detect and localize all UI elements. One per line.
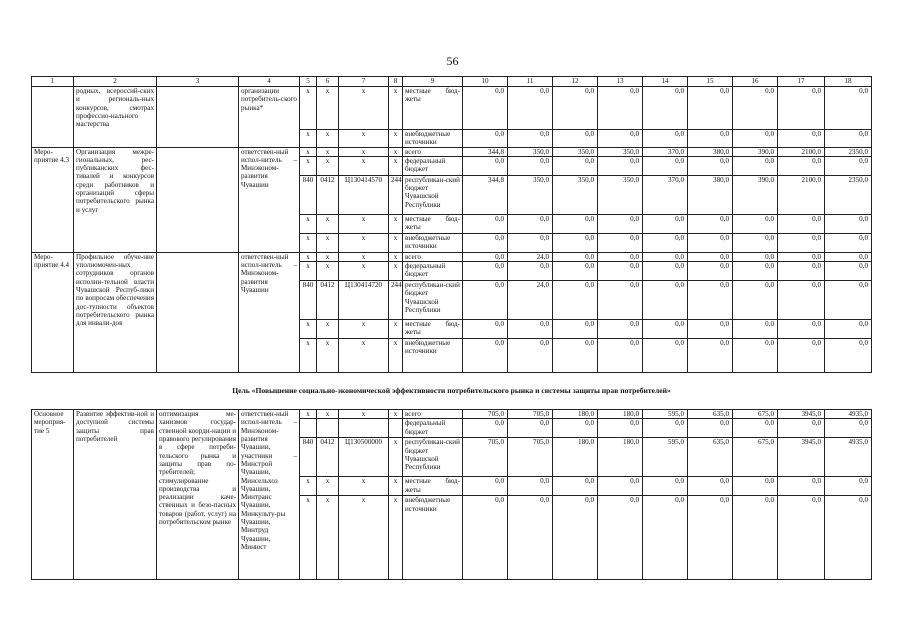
activity-task [157,252,239,372]
funding-amount: 0,0 [643,214,688,233]
funding-amount: 0,0 [733,130,778,148]
column-number: 5 [300,77,317,87]
funding-amount: 24,0 [508,281,553,320]
funding-amount: 0,0 [825,339,872,373]
funding-amount: 0,0 [778,252,825,261]
budget-code-cell: 244 [389,175,403,214]
funding-amount: 0,0 [508,262,553,281]
funding-amount: 0,0 [553,233,598,252]
funding-amount: 0,0 [778,87,825,130]
budget-code-cell: х [389,147,403,156]
funding-amount: 0,0 [463,419,508,438]
column-number: 14 [643,77,688,87]
column-number: 16 [733,77,778,87]
activity-executor: ответствен-ный испол-нитель – Минэконом-развития Чувашии [239,147,300,252]
budget-code-cell: х [389,496,403,580]
activity-executor: ответствен-ный испол-нитель – Минэконом-развития Чувашии [239,252,300,372]
funding-amount: 705,0 [508,438,553,477]
funding-amount: 0,0 [778,496,825,580]
funding-amount: 675,0 [733,438,778,477]
funding-amount: 0,0 [463,477,508,496]
funding-amount: 350,0 [553,175,598,214]
funding-source: республикан-ский бюджет Чувашской Республики [403,438,463,477]
budget-code-cell: х [339,214,389,233]
funding-amount: 0,0 [733,477,778,496]
funding-amount: 0,0 [463,262,508,281]
funding-amount: 0,0 [733,320,778,339]
funding-amount: 370,0 [643,175,688,214]
m5-row [32,410,872,419]
column-number: 15 [688,77,733,87]
funding-amount: 350,0 [598,147,643,156]
funding-amount: 0,0 [553,281,598,320]
funding-source: внебюджетные источники [403,339,463,373]
funding-amount: 0,0 [688,252,733,261]
funding-amount: 0,0 [508,320,553,339]
funding-amount: 635,0 [688,410,733,419]
funding-source: местные бюд-жеты [403,214,463,233]
funding-amount: 0,0 [778,339,825,373]
funding-source: местные бюд-жеты [403,477,463,496]
funding-amount: 0,0 [778,130,825,148]
funding-amount: 3945,0 [778,410,825,419]
funding-amount: 0,0 [508,496,553,580]
funding-amount: 595,0 [643,410,688,419]
funding-amount: 0,0 [598,339,643,373]
funding-amount: 0,0 [598,262,643,281]
funding-amount: 344,8 [463,147,508,156]
budget-code-cell: х [389,339,403,373]
budget-code-cell: х [300,147,317,156]
funding-amount: 0,0 [598,130,643,148]
funding-amount: 0,0 [508,130,553,148]
funding-amount: 0,0 [598,252,643,261]
funding-amount: 0,0 [508,214,553,233]
budget-code-cell: х [317,477,339,496]
goal-heading: Цель «Повышение социально-экономической эффективности потребительского рынка и системы защиты прав потребителей» [32,373,872,410]
funding-amount: 0,0 [508,339,553,373]
column-number: 7 [339,77,389,87]
funding-amount: 0,0 [643,130,688,148]
budget-code-cell: х [389,438,403,477]
funding-source: внебюджетные источники [403,496,463,580]
budget-code-cell: 244 [389,281,403,320]
funding-amount: 0,0 [463,156,508,175]
budget-code-cell: х [317,147,339,156]
funding-amount: 0,0 [733,214,778,233]
budget-code-cell: х [339,477,389,496]
funding-amount: 0,0 [643,87,688,130]
funding-source: внебюджетные источники [403,233,463,252]
budget-code-cell: х [339,252,389,261]
funding-amount: 2350,0 [825,147,872,156]
funding-source: всего [403,147,463,156]
page-number: 56 [446,54,459,68]
funding-amount: 0,0 [553,496,598,580]
funding-amount: 0,0 [508,233,553,252]
funding-amount: 0,0 [598,156,643,175]
budget-code-cell: х [339,87,389,130]
funding-amount: 0,0 [463,87,508,130]
funding-source: местные бюд-жеты [403,320,463,339]
budget-code-cell: х [317,156,339,175]
funding-amount: 0,0 [688,233,733,252]
budget-code-cell: х [389,87,403,130]
funding-amount: 0,0 [733,233,778,252]
budget-code-cell [300,419,317,438]
funding-amount: 675,0 [733,410,778,419]
budget-code-cell: х [339,320,389,339]
funding-amount: 0,0 [778,419,825,438]
funding-amount: 0,0 [598,496,643,580]
funding-amount: 0,0 [688,320,733,339]
budget-code-cell: х [317,262,339,281]
section_a-row [32,87,872,130]
funding-amount: 0,0 [553,156,598,175]
budget-code-cell: х [317,233,339,252]
budget-code-cell: х [317,214,339,233]
funding-source: республикан-ский бюджет Чувашской Республики [403,175,463,214]
funding-amount: 0,0 [463,252,508,261]
funding-amount: 0,0 [553,262,598,281]
budget-code-cell: х [317,87,339,130]
budget-code-cell: х [339,339,389,373]
budget-code-cell: х [300,130,317,148]
funding-amount: 0,0 [688,130,733,148]
budget-code-cell: х [389,252,403,261]
activity-executor: ответствен-ный испол-нитель – Минэконом-развития Чувашии, участники – Минстрой Чувашии, Минсельхоз Чувашии, Минтранс Чувашии, Минкульту-ры Чувашии, Минтруд Чувашии, Минюст [239,410,300,580]
budget-code-cell: х [339,233,389,252]
funding-amount: 0,0 [778,281,825,320]
column-number: 10 [463,77,508,87]
funding-amount: 0,0 [643,419,688,438]
funding-amount: 350,0 [508,147,553,156]
funding-amount: 635,0 [688,438,733,477]
funding-amount: 0,0 [825,130,872,148]
funding-amount: 0,0 [643,477,688,496]
funding-amount: 2350,0 [825,175,872,214]
funding-amount: 0,0 [463,130,508,148]
funding-amount: 0,0 [688,496,733,580]
funding-amount: 180,0 [553,410,598,419]
funding-amount: 0,0 [688,477,733,496]
funding-source: федеральный бюджет [403,419,463,438]
funding-amount: 0,0 [733,252,778,261]
funding-amount: 2100,0 [778,175,825,214]
column-number: 11 [508,77,553,87]
budget-code-cell: х [317,130,339,148]
funding-amount: 0,0 [733,281,778,320]
funding-amount: 4935,0 [825,438,872,477]
funding-amount: 0,0 [825,252,872,261]
budget-code-cell: х [389,233,403,252]
funding-amount: 0,0 [825,262,872,281]
budget-code-cell: х [300,252,317,261]
budget-code-cell: х [300,320,317,339]
funding-amount: 0,0 [688,156,733,175]
funding-amount: 0,0 [598,281,643,320]
funding-amount: 0,0 [598,320,643,339]
funding-amount: 344,8 [463,175,508,214]
column-number: 2 [74,77,157,87]
budget-code-cell: х [300,156,317,175]
funding-amount: 0,0 [553,252,598,261]
funding-amount: 0,0 [643,496,688,580]
funding-amount: 0,0 [825,233,872,252]
funding-amount: 390,0 [733,147,778,156]
activity-description: Развитие эффектив-ной и доступной системы защиты прав потребителей [74,410,157,580]
funding-amount: 0,0 [553,419,598,438]
funding-amount: 0,0 [733,339,778,373]
budget-code-cell: 840 [300,281,317,320]
budget-code-cell: х [300,233,317,252]
funding-amount: 0,0 [508,87,553,130]
funding-amount: 0,0 [733,262,778,281]
funding-amount: 0,0 [463,233,508,252]
budget-code-cell: 840 [300,438,317,477]
funding-amount: 350,0 [508,175,553,214]
funding-amount: 595,0 [643,438,688,477]
funding-amount: 2100,0 [778,147,825,156]
funding-amount: 0,0 [733,496,778,580]
budget-code-cell: х [389,130,403,148]
funding-amount: 0,0 [733,156,778,175]
funding-amount: 0,0 [598,214,643,233]
goal-row [32,373,872,410]
budget-code-cell [317,419,339,438]
funding-source: внебюджетные источники [403,130,463,148]
funding-amount: 0,0 [463,496,508,580]
funding-amount: 0,0 [825,214,872,233]
funding-amount: 0,0 [553,130,598,148]
budget-code-cell: х [339,410,389,419]
budget-code-cell: х [300,87,317,130]
funding-amount: 0,0 [825,320,872,339]
funding-source: республикан-ский бюджет Чувашской Республики [403,281,463,320]
column-number: 4 [239,77,300,87]
activity-task [157,87,239,148]
funding-amount: 705,0 [463,438,508,477]
funding-amount: 0,0 [688,419,733,438]
budget-code-cell: х [339,496,389,580]
funding-amount: 0,0 [825,477,872,496]
activity-label: Меро-приятие 4.4 [32,252,74,372]
funding-amount: 0,0 [508,419,553,438]
budget-code-cell: 0412 [317,438,339,477]
column-number: 3 [157,77,239,87]
funding-amount: 4935,0 [825,410,872,419]
funding-amount: 0,0 [825,496,872,580]
activity-task: оптимизация ме-ханизмов государ-ственной коорди-нации и правового регулирования в сфере потреби-тельского рынка и защиты прав по-требителей; стимулирование производства и реализации каче-ственных и безо-пасных товаров (работ, услуг) на потребительском рынке [157,410,239,580]
funding-amount: 350,0 [553,147,598,156]
budget-code-cell: х [317,252,339,261]
funding-amount: 0,0 [778,214,825,233]
budget-code-cell: х [389,156,403,175]
budget-code-cell: х [339,156,389,175]
activity-executor: организации потребитель-ского рынка* [239,87,300,148]
budget-code-cell [339,419,389,438]
activity-task [157,147,239,252]
funding-amount: 0,0 [688,262,733,281]
funding-amount: 0,0 [553,320,598,339]
budget-code-cell: х [300,496,317,580]
activity-label: Меро-приятие 4.3 [32,147,74,252]
budget-code-cell [389,419,403,438]
funding-amount: 0,0 [643,233,688,252]
funding-amount: 370,0 [643,147,688,156]
funding-amount: 0,0 [825,281,872,320]
activity-label: Основное мероприя-тие 5 [32,410,74,580]
funding-amount: 705,0 [508,410,553,419]
activity-description: Организация межре-гиональных, рес-публиканских фес-тивалей и конкурсов среди работников и организаций сферы потребительского рынка и услуг [74,147,157,252]
funding-amount: 0,0 [778,262,825,281]
activity-label [32,87,74,148]
funding-amount: 705,0 [463,410,508,419]
funding-amount: 0,0 [553,214,598,233]
budget-code-cell: х [389,410,403,419]
funding-amount: 0,0 [825,419,872,438]
funding-amount: 390,0 [733,175,778,214]
column-number-row [32,77,872,87]
funding-amount: 0,0 [463,214,508,233]
funding-source: федеральный бюджет [403,156,463,175]
funding-source: всего [403,252,463,261]
funding-source: всего [403,410,463,419]
budget-code-cell: 0412 [317,175,339,214]
budget-code-cell: х [389,477,403,496]
budget-code-cell: х [317,339,339,373]
budget-code-cell: х [300,339,317,373]
column-number: 1 [32,77,74,87]
funding-amount: 0,0 [553,477,598,496]
funding-amount: 0,0 [825,87,872,130]
funding-amount: 24,0 [508,252,553,261]
budget-code-cell: х [389,214,403,233]
budget-code-cell: 840 [300,175,317,214]
funding-amount: 0,0 [688,339,733,373]
funding-amount: 0,0 [643,281,688,320]
column-number: 13 [598,77,643,87]
funding-amount: 0,0 [463,320,508,339]
budget-code-cell: х [300,214,317,233]
column-number: 17 [778,77,825,87]
column-number: 12 [553,77,598,87]
funding-amount: 0,0 [508,156,553,175]
budget-code-cell: Ц130414570 [339,175,389,214]
funding-amount: 0,0 [643,156,688,175]
funding-amount: 0,0 [598,233,643,252]
funding-amount: 0,0 [778,156,825,175]
funding-amount: 0,0 [463,281,508,320]
funding-amount: 0,0 [733,87,778,130]
funding-amount: 0,0 [643,339,688,373]
column-number: 6 [317,77,339,87]
budget-code-cell: х [389,320,403,339]
activity-description: Профильное обуче-ние уполномочен-ных сотрудников органов исполни-тельной власти Чувашской Респуб-лики по вопросам обеспечения дос-тупности объектов потребительского рынка для инвали-дов [74,252,157,372]
funding-source: федеральный бюджет [403,262,463,281]
funding-source: местные бюд-жеты [403,87,463,130]
funding-amount: 0,0 [643,252,688,261]
funding-amount: 0,0 [643,320,688,339]
funding-amount: 0,0 [508,477,553,496]
funding-amount: 380,0 [688,175,733,214]
budget-code-cell: х [339,130,389,148]
funding-amount: 0,0 [598,477,643,496]
funding-amount: 0,0 [643,262,688,281]
funding-amount: 0,0 [778,477,825,496]
funding-amount: 0,0 [733,419,778,438]
budget-code-cell: х [300,477,317,496]
budget-code-cell: х [317,410,339,419]
budget-code-cell: 0412 [317,281,339,320]
funding-amount: 0,0 [463,339,508,373]
activity-description: родных, всероссий-ских и региональ-ных конкурсов, смотрах профессио-нального мастерства [74,87,157,148]
funding-amount: 0,0 [688,281,733,320]
funding-amount: 180,0 [598,438,643,477]
budget-code-cell: х [317,496,339,580]
budget-code-cell: х [339,262,389,281]
budget-code-cell: х [300,262,317,281]
funding-amount: 180,0 [598,410,643,419]
funding-amount: 0,0 [688,214,733,233]
column-number: 8 [389,77,403,87]
funding-amount: 380,0 [688,147,733,156]
budget-code-cell: х [317,320,339,339]
funding-amount: 0,0 [598,87,643,130]
m43-row [32,147,872,156]
funding-amount: 350,0 [598,175,643,214]
budget-code-cell: Ц130414720 [339,281,389,320]
funding-amount: 0,0 [778,320,825,339]
column-number: 9 [403,77,463,87]
funding-amount: 0,0 [598,419,643,438]
funding-amount: 0,0 [778,233,825,252]
budget-code-cell: Ц130500000 [339,438,389,477]
program-activities-table [31,76,872,580]
budget-code-cell: х [389,262,403,281]
column-number: 18 [825,77,872,87]
funding-amount: 0,0 [553,87,598,130]
funding-amount: 0,0 [825,156,872,175]
funding-amount: 0,0 [553,339,598,373]
funding-amount: 3945,0 [778,438,825,477]
budget-code-cell: х [300,410,317,419]
funding-amount: 180,0 [553,438,598,477]
budget-code-cell: х [339,147,389,156]
funding-amount: 0,0 [688,87,733,130]
m44-row [32,252,872,261]
